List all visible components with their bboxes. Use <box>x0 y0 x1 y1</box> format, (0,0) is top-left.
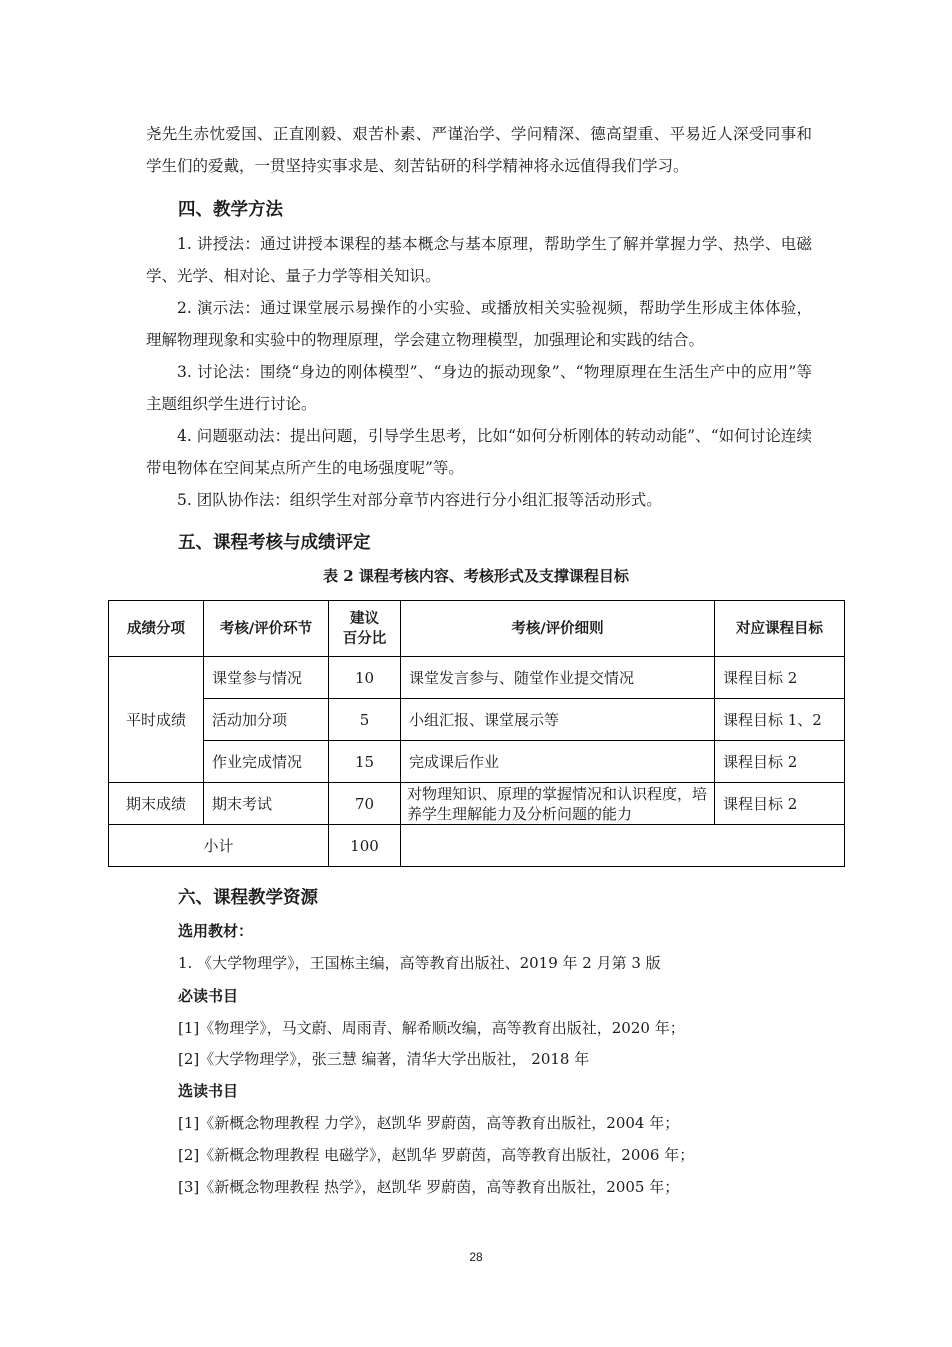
optional-reading-item: [1]《新概念物理教程 力学》，赵凯华 罗蔚茵，高等教育出版社，2004 年； <box>178 1114 680 1132</box>
goal-cell: 课程目标 2 <box>715 741 845 783</box>
category-cell: 平时成绩 <box>109 657 204 783</box>
item-cell: 课堂参与情况 <box>204 657 329 699</box>
subtotal-label: 小计 <box>109 825 329 867</box>
item-cell: 作业完成情况 <box>204 741 329 783</box>
optional-reading-item: [2]《新概念物理教程 电磁学》，赵凯华 罗蔚茵，高等教育出版社，2006 年； <box>178 1146 695 1164</box>
optional-reading-item: [3]《新概念物理教程 热学》，赵凯华 罗蔚茵，高等教育出版社，2005 年； <box>178 1178 680 1196</box>
percent-cell: 15 <box>329 741 401 783</box>
table-row <box>109 741 845 783</box>
optional-reading-label: 选读书目 <box>178 1082 239 1100</box>
percent-cell: 70 <box>329 783 401 825</box>
header-percentage-line2: 百分比 <box>342 630 387 647</box>
header-percentage <box>329 601 401 657</box>
section-heading-teaching-methods: 四、教学方法 <box>178 200 283 220</box>
method-lecture: 1. 讲授法：通过讲授本课程的基本概念与基本原理，帮助学生了解并掌握力学、热学、电磁学、光学、相对论、量子力学等相关知识。 <box>146 235 812 285</box>
goal-cell: 课程目标 2 <box>715 783 845 825</box>
method-problem-driven: 4. 问题驱动法：提出问题，引导学生思考，比如“如何分析刚体的转动动能”、“如何讨论连续带电物体在空间某点所产生的电场强度呢”等。 <box>146 427 812 477</box>
textbook-label: 选用教材： <box>178 922 254 940</box>
table-caption: 表 2 课程考核内容、考核形式及支撑课程目标 <box>323 567 629 585</box>
header-course-goal: 对应课程目标 <box>715 601 845 657</box>
required-reading-label: 必读书目 <box>178 987 239 1005</box>
table-row <box>109 699 845 741</box>
header-category: 成绩分项 <box>109 601 204 657</box>
subtotal-row <box>109 825 845 867</box>
section-heading-resources: 六、课程教学资源 <box>178 888 318 908</box>
section-heading-assessment: 五、课程考核与成绩评定 <box>178 533 371 553</box>
percent-cell: 10 <box>329 657 401 699</box>
table-row <box>109 657 845 699</box>
table-header-row <box>109 601 845 657</box>
required-reading-item: [2]《大学物理学》，张三慧 编著，清华大学出版社， 2018 年 <box>178 1050 590 1068</box>
percent-cell: 5 <box>329 699 401 741</box>
header-assessment-item: 考核/评价环节 <box>204 601 329 657</box>
table-row <box>109 783 845 825</box>
goal-cell: 课程目标 1、2 <box>715 699 845 741</box>
subtotal-empty-cell <box>401 825 845 867</box>
detail-cell: 小组汇报、课堂展示等 <box>401 699 715 741</box>
detail-cell: 对物理知识、原理的掌握情况和认识程度，培养学生理解能力及分析问题的能力 <box>401 783 715 825</box>
item-cell: 活动加分项 <box>204 699 329 741</box>
goal-cell: 课程目标 2 <box>715 657 845 699</box>
category-cell: 期末成绩 <box>109 783 204 825</box>
item-cell: 期末考试 <box>204 783 329 825</box>
detail-cell: 课堂发言参与、随堂作业提交情况 <box>401 657 715 699</box>
subtotal-value: 100 <box>329 825 401 867</box>
textbook-item: 1. 《大学物理学》，王国栋主编，高等教育出版社、2019 年 2 月第 3 版 <box>178 954 661 972</box>
header-percentage-line1: 建议 <box>350 610 379 627</box>
assessment-table <box>108 600 845 867</box>
page-number: 28 <box>469 1250 483 1264</box>
method-teamwork: 5. 团队协作法：组织学生对部分章节内容进行分小组汇报等活动形式。 <box>177 491 662 509</box>
detail-cell: 完成课后作业 <box>401 741 715 783</box>
intro-paragraph: 尧先生赤忱爱国、正直刚毅、艰苦朴素、严谨治学、学问精深、德高望重、平易近人深受同事和学生们的爱戴，一贯坚持实事求是、刻苦钻研的科学精神将永远值得我们学习。 <box>146 125 812 175</box>
method-discussion: 3. 讨论法：围绕“身边的刚体模型”、“身边的振动现象”、“物理原理在生活生产中的应用”等主题组织学生进行讨论。 <box>146 363 812 413</box>
method-demonstration: 2. 演示法：通过课堂展示易操作的小实验、或播放相关实验视频，帮助学生形成主体体验，理解物理现象和实验中的物理原理，学会建立物理模型，加强理论和实践的结合。 <box>146 299 812 349</box>
required-reading-item: [1]《物理学》，马文蔚、周雨青、解希顺改编，高等教育出版社，2020 年； <box>178 1019 685 1037</box>
header-detail: 考核/评价细则 <box>401 601 715 657</box>
